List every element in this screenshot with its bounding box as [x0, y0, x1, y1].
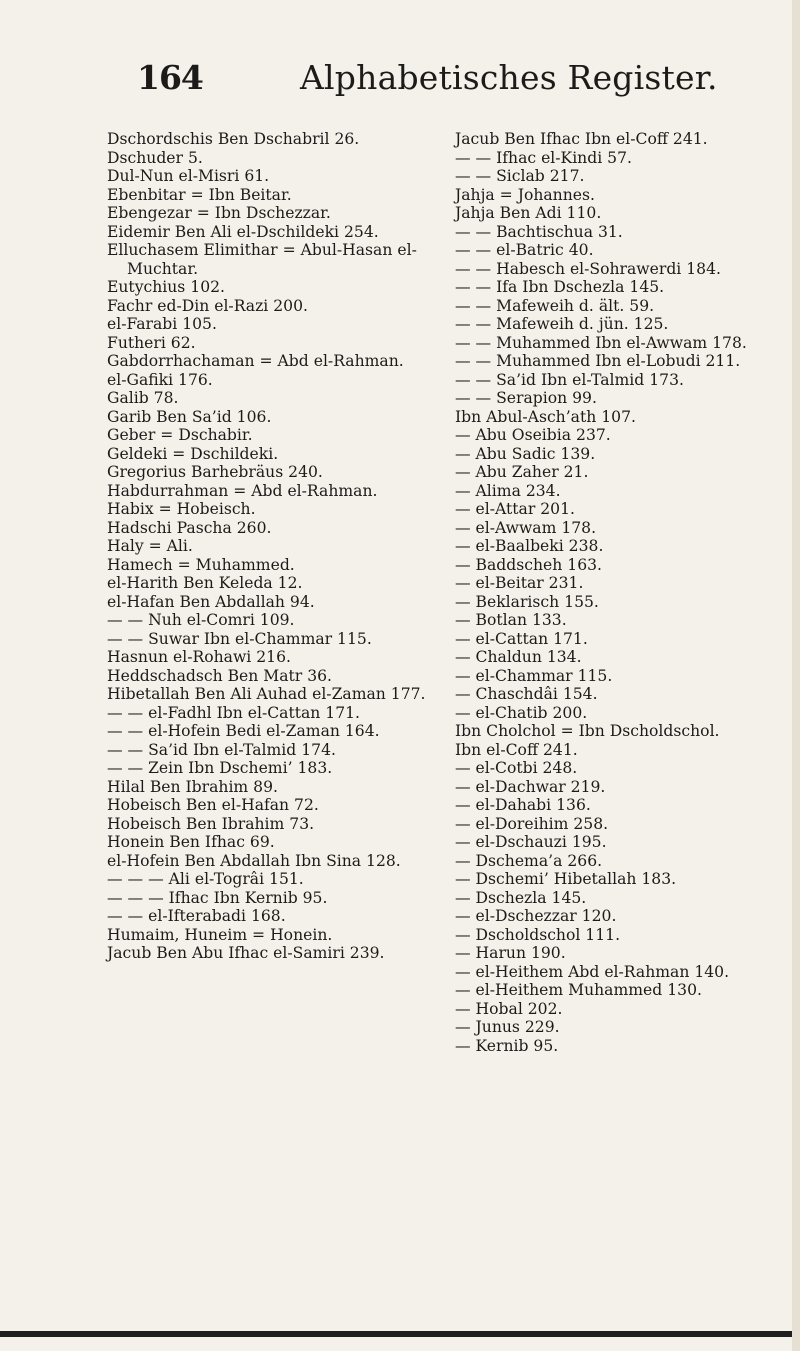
- index-entry: — — Bachtischua 31.: [455, 222, 623, 241]
- index-entry: — — Sa’id Ibn el-Talmid 173.: [455, 370, 684, 389]
- index-entry: Hasnun el-Rohawi 216.: [107, 648, 291, 666]
- index-entry: — Dschezla 145.: [455, 888, 587, 907]
- index-entry: Hamech = Muhammed.: [107, 555, 295, 574]
- page-header: [0, 0, 800, 120]
- index-entry: — Chaschdâi 154.: [455, 685, 598, 703]
- index-entry: — — Siclab 217.: [455, 167, 585, 185]
- index-entry: — el-Dschezzar 120.: [455, 907, 617, 925]
- index-entry: — — Ifa Ibn Dschezla 145.: [455, 278, 665, 296]
- index-entry: — — — Ifhac Ibn Kernib 95.: [107, 888, 328, 907]
- index-entry: — — Nuh el-Comri 109.: [107, 611, 295, 629]
- index-entry: — — el-Ifterabadi 168.: [107, 907, 286, 925]
- page-title: Alphabetisches Register.: [300, 58, 718, 97]
- index-entry: — el-Awwam 178.: [455, 518, 597, 537]
- index-entry: — — Ifhac el-Kindi 57.: [455, 148, 632, 167]
- index-entry: Galib 78.: [107, 389, 179, 407]
- index-entry: — — el-Hofein Bedi el-Zaman 164.: [107, 722, 380, 740]
- index-entry: el-Hofein Ben Abdallah Ibn Sina 128.: [107, 851, 401, 870]
- index-entry: Humaim, Huneim = Honein.: [107, 925, 333, 944]
- index-entry: — Kernib 95.: [455, 1036, 559, 1055]
- index-entry: Habdurrahman = Abd el-Rahman.: [107, 481, 378, 500]
- index-entry: Ebenbitar = Ibn Beitar.: [107, 185, 292, 204]
- index-entry: Dschuder 5.: [107, 148, 203, 167]
- index-entry: — el-Attar 201.: [455, 500, 575, 518]
- index-entry: — el-Dschauzi 195.: [455, 833, 607, 851]
- index-entry: — — el-Fadhl Ibn el-Cattan 171.: [107, 703, 361, 722]
- index-entry: — — Serapion 99.: [455, 389, 597, 407]
- index-entry: el-Harith Ben Keleda 12.: [107, 574, 303, 592]
- index-entry: — — Habesch el-Sohrawerdi 184.: [455, 259, 721, 278]
- index-entry: Ibn Abul-Asch’ath 107.: [455, 407, 636, 426]
- index-entry: — el-Dahabi 136.: [455, 796, 591, 814]
- index-entry: Gregorius Barhebräus 240.: [107, 463, 323, 481]
- index-entry: Dul-Nun el-Misri 61.: [107, 167, 270, 185]
- index-entry: el-Hafan Ben Abdallah 94.: [107, 592, 315, 611]
- index-entry: — el-Beitar 231.: [455, 574, 584, 592]
- index-entry: Garib Ben Sa’id 106.: [107, 407, 272, 426]
- index-entry: — Chaldun 134.: [455, 648, 582, 666]
- right-index-column: [455, 130, 795, 1055]
- index-entry: — — Muhammed Ibn el-Awwam 178.: [455, 333, 747, 352]
- index-entry: Gabdorrhachaman = Abd el-Rahman.: [107, 352, 404, 370]
- index-entry: Eidemir Ben Ali el-Dschildeki 254.: [107, 222, 379, 241]
- index-entry: Honein Ben Ifhac 69.: [107, 833, 275, 851]
- index-entry: — el-Chatib 200.: [455, 703, 588, 722]
- index-entry: Hilal Ben Ibrahim 89.: [107, 777, 278, 796]
- index-entry: el-Gafiki 176.: [107, 370, 213, 389]
- index-entry: — Botlan 133.: [455, 611, 567, 629]
- index-entry: — Abu Oseibia 237.: [455, 426, 611, 444]
- index-entry: — Abu Sadic 139.: [455, 444, 596, 463]
- index-entry: — — Zein Ibn Dschemi’ 183.: [107, 759, 333, 777]
- index-entry: Futheri 62.: [107, 333, 196, 352]
- index-entry: Heddschadsch Ben Matr 36.: [107, 666, 333, 685]
- index-entry: Jahja Ben Adi 110.: [455, 204, 602, 222]
- index-entry: — el-Baalbeki 238.: [455, 537, 604, 555]
- bottom-page-edge: [0, 1331, 800, 1337]
- index-entry: — — Mafeweih d. jün. 125.: [455, 315, 669, 333]
- index-entry: — — — Ali el-Togrâi 151.: [107, 870, 304, 888]
- index-entry: — Dschema’a 266.: [455, 851, 603, 870]
- right-page-edge: [792, 0, 800, 1351]
- index-entry: — — el-Batric 40.: [455, 241, 594, 259]
- index-entry: — el-Dachwar 219.: [455, 777, 606, 796]
- index-entry: — el-Cattan 171.: [455, 629, 588, 648]
- index-entry: — — Muhammed Ibn el-Lobudi 211.: [455, 352, 741, 370]
- index-entry: — Dschemi’ Hibetallah 183.: [455, 870, 677, 888]
- index-entry: — Harun 190.: [455, 944, 566, 962]
- index-entry: — — Mafeweih d. ält. 59.: [455, 296, 655, 315]
- index-entry: Hobeisch Ben Ibrahim 73.: [107, 814, 315, 833]
- index-entry: Geldeki = Dschildeki.: [107, 444, 279, 463]
- page-number: 164: [137, 58, 203, 97]
- index-entry: — — Sa’id Ibn el-Talmid 174.: [107, 740, 336, 759]
- index-entry: — Baddscheh 163.: [455, 555, 602, 574]
- index-entry: Hibetallah Ben Ali Auhad el-Zaman 177.: [107, 685, 426, 703]
- index-entry: Geber = Dschabir.: [107, 426, 253, 444]
- index-entry: — el-Heithem Muhammed 130.: [455, 981, 702, 999]
- index-entry: Ebengezar = Ibn Dschezzar.: [107, 204, 331, 222]
- index-entry: — Alima 234.: [455, 481, 561, 500]
- index-entry: — Abu Zaher 21.: [455, 463, 589, 481]
- index-entry: — el-Heithem Abd el-Rahman 140.: [455, 962, 730, 981]
- index-entry: Dschordschis Ben Dschabril 26.: [107, 130, 360, 148]
- index-entry: Jacub Ben Abu Ifhac el-Samiri 239.: [107, 944, 385, 962]
- index-entry: Fachr ed-Din el-Razi 200.: [107, 296, 308, 315]
- index-entry: Haly = Ali.: [107, 537, 193, 555]
- index-entry: — Beklarisch 155.: [455, 592, 599, 611]
- index-entry: — — Suwar Ibn el-Chammar 115.: [107, 629, 372, 648]
- index-entry: el-Farabi 105.: [107, 315, 217, 333]
- index-entry: Jahja = Johannes.: [455, 185, 595, 204]
- index-entry: Ibn Cholchol = Ibn Dscholdschol.: [455, 722, 720, 740]
- index-entry: — Junus 229.: [455, 1018, 560, 1036]
- index-entry: Jacub Ben Ifhac Ibn el-Coff 241.: [455, 130, 708, 148]
- index-entry: Habix = Hobeisch.: [107, 500, 256, 518]
- index-entry: — el-Chammar 115.: [455, 666, 613, 685]
- index-entry: Elluchasem Elimithar = Abul-Hasan el-Muchtar.: [107, 241, 417, 278]
- index-entry: — el-Cotbi 248.: [455, 759, 578, 777]
- index-entry: Eutychius 102.: [107, 278, 225, 296]
- left-index-column: [107, 130, 449, 963]
- index-entry: Hadschi Pascha 260.: [107, 518, 272, 537]
- index-entry: Hobeisch Ben el-Hafan 72.: [107, 796, 319, 814]
- index-entry: — Hobal 202.: [455, 999, 563, 1018]
- index-entry: — el-Doreihim 258.: [455, 814, 609, 833]
- index-entry: Ibn el-Coff 241.: [455, 740, 578, 759]
- index-entry: — Dscholdschol 111.: [455, 925, 621, 944]
